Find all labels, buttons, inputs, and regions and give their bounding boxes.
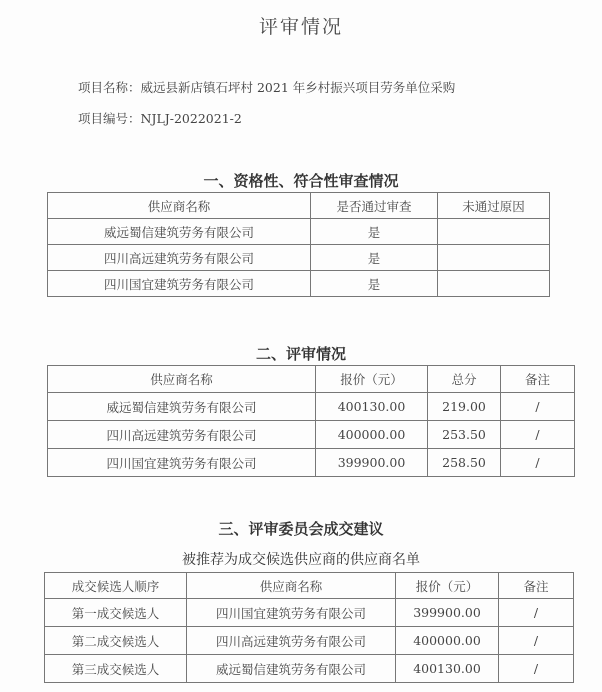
- table-cell: 258.50: [428, 449, 501, 477]
- table-row: [48, 219, 550, 245]
- table-cell: 第一成交候选人: [45, 599, 187, 627]
- table-row: [48, 449, 575, 477]
- header-row: [48, 366, 575, 393]
- table-cell: 400130.00: [396, 655, 499, 683]
- table-cell: 400000.00: [316, 421, 428, 449]
- table-row: [45, 627, 574, 655]
- table-cell: 400130.00: [316, 393, 428, 421]
- table-cell: [438, 271, 550, 297]
- section1-title: 一、资格性、符合性审查情况: [203, 172, 399, 190]
- table-row: [45, 655, 574, 683]
- table-cell: 四川高远建筑劳务有限公司: [48, 245, 311, 271]
- header-row: [48, 193, 550, 219]
- section3-title: 三、评审委员会成交建议: [218, 520, 384, 538]
- table-cell: 399900.00: [396, 599, 499, 627]
- column-header: 备注: [499, 573, 574, 599]
- table-cell: [438, 245, 550, 271]
- header-row: [45, 573, 574, 599]
- table-cell: 威远蜀信建筑劳务有限公司: [48, 393, 316, 421]
- table-cell: 是: [311, 245, 438, 271]
- column-header: 备注: [501, 366, 575, 393]
- table-cell: /: [499, 655, 574, 683]
- column-header: 成交候选人顺序: [45, 573, 187, 599]
- table-cell: 是: [311, 219, 438, 245]
- table-row: [45, 599, 574, 627]
- evaluation-table: [47, 365, 575, 477]
- table-cell: 四川高远建筑劳务有限公司: [48, 421, 316, 449]
- project-name: 项目名称：威远县新店镇石坪村 2021 年乡村振兴项目劳务单位采购: [78, 80, 456, 95]
- page-title: 评审情况: [258, 16, 343, 38]
- table-cell: 四川国宜建筑劳务有限公司: [187, 599, 396, 627]
- table-cell: 第二成交候选人: [45, 627, 187, 655]
- table-cell: 威远蜀信建筑劳务有限公司: [187, 655, 396, 683]
- table-cell: /: [499, 599, 574, 627]
- column-header: 供应商名称: [48, 366, 316, 393]
- section3-subtitle: 被推荐为成交候选供应商的供应商名单: [182, 552, 420, 568]
- table-cell: /: [499, 627, 574, 655]
- section2-title: 二、评审情况: [255, 345, 346, 363]
- column-header: 总分: [428, 366, 501, 393]
- table-row: [48, 245, 550, 271]
- table-cell: 四川国宜建筑劳务有限公司: [48, 271, 311, 297]
- table-cell: 400000.00: [396, 627, 499, 655]
- column-header: 是否通过审查: [311, 193, 438, 219]
- table-row: [48, 271, 550, 297]
- table-cell: 威远蜀信建筑劳务有限公司: [48, 219, 311, 245]
- column-header: 报价（元）: [396, 573, 499, 599]
- table-cell: 是: [311, 271, 438, 297]
- project-number: 项目编号：NJLJ-2022021-2: [78, 111, 242, 126]
- qualification-table: [47, 192, 550, 297]
- table-cell: 四川高远建筑劳务有限公司: [187, 627, 396, 655]
- column-header: 供应商名称: [48, 193, 311, 219]
- table-cell: [438, 219, 550, 245]
- table-cell: 219.00: [428, 393, 501, 421]
- table-cell: /: [501, 393, 575, 421]
- column-header: 供应商名称: [187, 573, 396, 599]
- table-row: [48, 393, 575, 421]
- table-cell: 399900.00: [316, 449, 428, 477]
- recommendation-table: [44, 572, 574, 683]
- table-cell: 四川国宜建筑劳务有限公司: [48, 449, 316, 477]
- table-row: [48, 421, 575, 449]
- column-header: 未通过原因: [438, 193, 550, 219]
- table-cell: /: [501, 421, 575, 449]
- table-cell: 第三成交候选人: [45, 655, 187, 683]
- table-cell: 253.50: [428, 421, 501, 449]
- column-header: 报价（元）: [316, 366, 428, 393]
- table-cell: /: [501, 449, 575, 477]
